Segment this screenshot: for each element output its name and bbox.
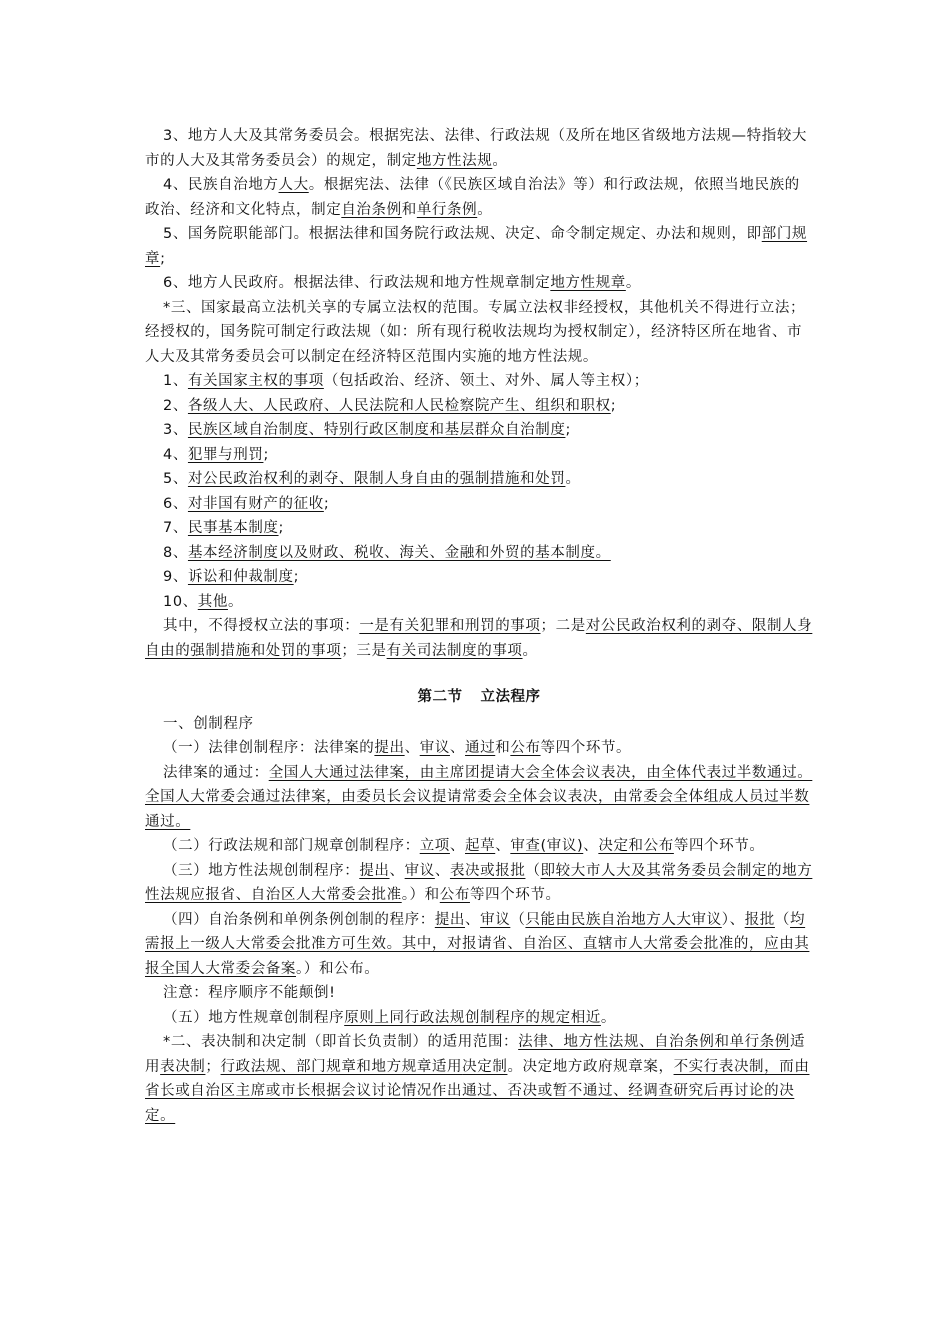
underlined-term: 即较大市人大及其常务委员会制定的地方性法规应报省、自治区人大常委会批准 [145, 862, 813, 903]
text-run: 。 [477, 201, 493, 218]
text-run: 其中，不得授权立法的事项： [163, 618, 360, 634]
text-run: 、 [583, 838, 599, 854]
text-run: 5、国务院职能部门。根据法律和国务院行政法规、决定、命令制定规定、办法和规则，即 [163, 226, 762, 242]
paragraph-p16 [145, 614, 813, 663]
text-run: 。 [227, 593, 244, 610]
paragraph-q2 [145, 736, 813, 761]
text-run: 、 [404, 740, 420, 756]
text-run: *三、国家最高立法机关享的专属立法权的范围。专属立法权非经授权，其他机关不得进行立法；经授权的，国务院可制定行政法规（如：所有现行税收法规均为授权制定），经济特区所在地省、市人大及其常务委员会可以制定在经济特区范围内实施的地方性法规。 [145, 299, 806, 365]
underlined-term: 审议 [419, 740, 450, 756]
underlined-term: 审议 [480, 911, 511, 928]
text-run: ; [565, 422, 571, 438]
underlined-term: 公布 [439, 887, 470, 903]
text-run: 。 [492, 152, 508, 169]
underlined-term: 有关司法制度的事项 [386, 642, 523, 659]
text-run: 1、 [163, 373, 188, 389]
text-run: 、 [449, 838, 466, 854]
underlined-term: 对非国有财产的征收 [187, 495, 324, 512]
text-run: 4、 [163, 446, 188, 463]
underlined-term: 诉讼和仲裁制度 [187, 569, 294, 585]
text-run: ; [610, 397, 617, 414]
text-run: 7、 [163, 520, 188, 536]
text-run: （二）行政法规和部门规章创制程序： [163, 838, 420, 854]
paragraph-p2 [145, 173, 813, 222]
text-run: 、 [449, 740, 466, 756]
text-run: 等四个环节。 [673, 838, 765, 854]
text-run: 等四个环节。 [469, 887, 561, 903]
underlined-term: 决定和公布 [598, 838, 674, 854]
section-one-content [145, 124, 813, 663]
paragraph-p7 [145, 394, 813, 419]
text-run: 等四个环节。 [540, 740, 632, 756]
text-run: 10、 [163, 593, 198, 610]
paragraph-q4 [145, 834, 813, 859]
underlined-term: 有关国家主权的事项 [187, 373, 324, 389]
paragraph-p10 [145, 467, 813, 492]
underlined-term: 公布 [510, 740, 541, 756]
paragraph-q1 [145, 712, 813, 737]
paragraph-p13 [145, 541, 813, 566]
text-run: 。 [625, 275, 641, 291]
paragraph-p5 [145, 296, 813, 370]
underlined-term: 一是有关犯罪和刑罚的事项 [359, 618, 541, 634]
paragraph-p4 [145, 271, 813, 296]
underlined-term: 犯罪与刑罚 [187, 446, 264, 463]
section-two-content [145, 712, 813, 1129]
underlined-term: 全国人大通过法律案，由主席团提请大会全体会议表决，由全体代表过半数通过。全国人大常委会通过法律案，由委员长会议提请常委会全体会议表决，由常委会全体组成人员过半数通过。 [145, 764, 813, 830]
underlined-term: 民事基本制度 [187, 520, 279, 536]
underlined-term: 对公民政治权利的剥夺、限制人身自由的强制措施和处罚的事项 [145, 618, 813, 659]
text-run: 适用 [145, 1034, 806, 1075]
section-number: 第二节 [417, 689, 463, 705]
text-run: 。 [600, 1009, 617, 1026]
underlined-term: 立项 [419, 838, 450, 854]
underlined-term: 报批 [744, 911, 775, 928]
text-run: 8、 [163, 544, 188, 561]
underlined-term: 其他 [197, 593, 228, 610]
text-run: ）、 [721, 911, 745, 928]
text-run: 。）和 [401, 887, 440, 903]
underlined-term: 原则上同行政法规创制程序的规定相近 [344, 1009, 601, 1026]
text-run: （ [774, 911, 791, 928]
underlined-term: 通过 [465, 740, 496, 756]
section-title: 立法程序 [480, 689, 541, 705]
text-run: 、 [389, 862, 405, 879]
text-run: （五）地方性规章创制程序 [163, 1009, 345, 1026]
paragraph-p11 [145, 492, 813, 517]
text-run: 9、 [163, 569, 188, 585]
underlined-term: 表决或报批 [449, 862, 526, 879]
text-run: 6、 [163, 495, 188, 512]
paragraph-q6 [145, 908, 813, 982]
text-run: *二、表决制和决定制（即首长负责制）的适用范围： [163, 1034, 519, 1050]
text-run: （ [510, 911, 526, 928]
underlined-term: 表决制 [160, 1058, 206, 1075]
paragraph-p1 [145, 124, 813, 173]
paragraph-p8 [145, 418, 813, 443]
underlined-term: 自治条例 [341, 201, 402, 218]
paragraph-q5 [145, 859, 813, 908]
text-run: ; [278, 520, 285, 536]
underlined-term: 地方性规章 [550, 275, 626, 291]
text-run: 、 [434, 862, 450, 879]
text-run: （ [525, 862, 541, 879]
text-run: 6、地方人民政府。根据法律、行政法规和地方性规章制定 [163, 275, 551, 291]
underlined-term: 提出 [374, 740, 405, 756]
text-run: 4、民族自治地方 [163, 177, 279, 193]
underlined-term: 起草 [465, 838, 496, 854]
underlined-term: 只能由民族自治地方人大审议 [525, 911, 722, 928]
underlined-term: 人大 [278, 177, 309, 193]
text-run: 。）和公布。 [296, 960, 380, 977]
text-run: ；三是 [341, 642, 387, 659]
text-run: ； [205, 1058, 221, 1075]
text-run: 3、地方人大及其常务委员会。根据宪法、法律、行政法规（及所在地区省级地方法规—特指较大市的人大及其常务委员会）的规定，制定 [145, 128, 808, 169]
text-run: （四）自治条例和单例条例创制的程序： [163, 911, 435, 928]
text-run: （一）法律创制程序：法律案的 [163, 740, 375, 756]
underlined-term: 对公民政治权利的剥夺、限制人身自由的强制措施和处罚 [187, 471, 566, 487]
underlined-term: 决定制 [462, 1058, 508, 1075]
paragraph-p12 [145, 516, 813, 541]
text-run: 、 [465, 911, 481, 928]
underlined-term: 民族区域自治制度、特别行政区制度和基层群众自治制度 [187, 422, 566, 438]
text-run: 。 [522, 642, 538, 659]
paragraph-q9 [145, 1030, 813, 1128]
text-run: （三）地方性法规创制程序： [163, 862, 360, 879]
text-run: 一、创制程序 [163, 715, 254, 732]
underlined-term: 均需报上一级人大常委会批准方可生效。其中，对报请省、自治区、直辖市人大常委会批准的，应由其报全国人大常委会备案 [145, 911, 810, 977]
underlined-term: 部门规章 [145, 226, 808, 267]
text-run: ; [293, 569, 300, 585]
text-run: ; [263, 446, 269, 463]
text-run: 和 [401, 201, 417, 218]
paragraph-p9 [145, 443, 813, 468]
text-run: 5、 [163, 471, 188, 487]
text-run: 注意：程序顺序不能颠倒! [163, 985, 336, 1001]
text-run: 。决定地方政府规章案， [507, 1058, 674, 1075]
paragraph-p15 [145, 590, 813, 615]
paragraph-q3 [145, 761, 813, 835]
text-run: ；二是 [540, 618, 586, 634]
underlined-term: 审查(审议) [510, 838, 584, 854]
underlined-term: 行政法规、部门规章和地方规章适用 [220, 1058, 463, 1075]
paragraph-p6 [145, 369, 813, 394]
text-run: 3、 [163, 422, 188, 438]
underlined-term: 单行条例 [416, 201, 478, 218]
text-run: （包括政治、经济、领土、对外、属人等主权）； [323, 373, 649, 389]
text-run: 。 [565, 471, 581, 487]
text-run: 。根据宪法、法律（《民族区域自治法》等）和行政法规，依照当地民族的政治、经济和文化特点，制定 [145, 177, 800, 218]
text-run: 和 [495, 740, 511, 756]
paragraph-p14 [145, 565, 813, 590]
document-body [145, 124, 813, 1128]
text-run: ; [160, 250, 166, 267]
underlined-term: 各级人大、人民政府、人民法院和人民检察院产生、组织和职权 [187, 397, 611, 414]
text-run: 、 [495, 838, 511, 854]
underlined-term: 基本经济制度以及财政、税收、海关、金融和外贸的基本制度。 [187, 544, 611, 561]
underlined-term: 提出 [434, 911, 466, 928]
underlined-term: 提出 [359, 862, 390, 879]
section-heading [145, 685, 813, 710]
underlined-term: 地方性法规 [416, 152, 493, 169]
text-run: 2、 [163, 397, 188, 414]
text-run: 法律案的通过： [163, 764, 269, 781]
underlined-term: 法律、地方性法规、自治条例和单行条例 [518, 1034, 790, 1050]
paragraph-p3 [145, 222, 813, 271]
underlined-term: 审议 [404, 862, 435, 879]
text-run: ; [323, 495, 330, 512]
paragraph-q8 [145, 1006, 813, 1031]
paragraph-q7 [145, 981, 813, 1006]
underlined-term: 不实行表决制，而由省长或自治区主席或市长根据会议讨论情况作出通过、否决或暂不通过、经调查研究后再讨论的决定。 [145, 1058, 810, 1124]
